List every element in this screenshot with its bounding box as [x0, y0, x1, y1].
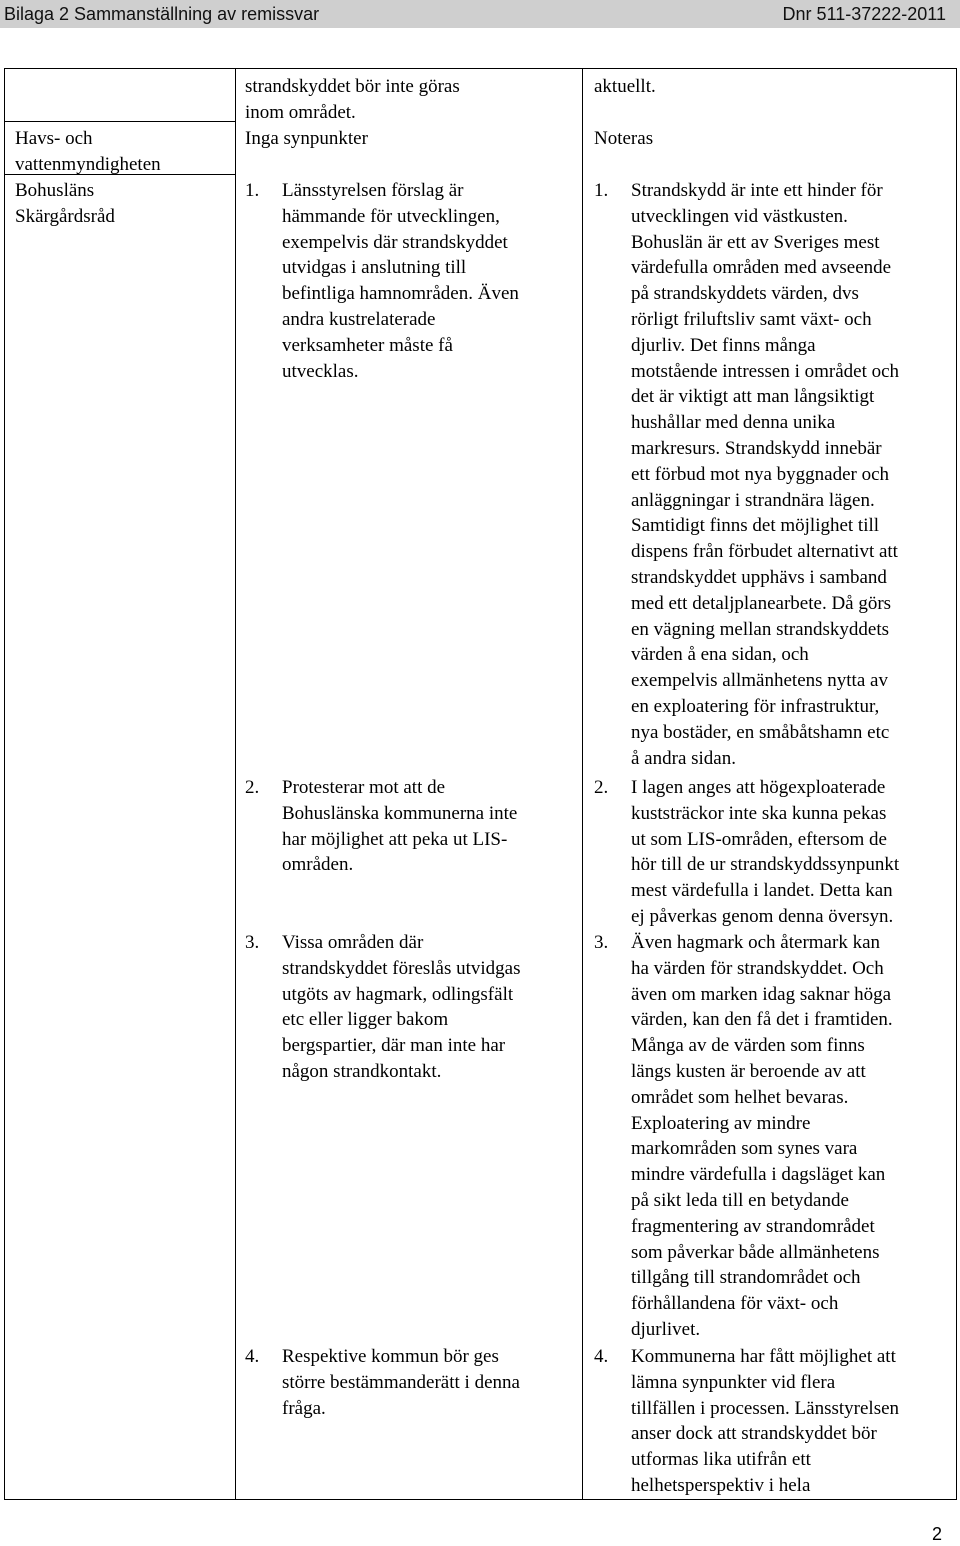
header-document-number: Dnr 511-37222-2011 [782, 4, 946, 24]
response-text: markområden som synes vara [631, 1138, 858, 1160]
comment-text: Bohuslänska kommunerna inte [282, 802, 518, 824]
comment-text: någon strandkontakt. [282, 1061, 442, 1082]
response-text: motstående intressen i området och [631, 360, 900, 382]
page-number: 2 [931, 1524, 942, 1544]
response-text: Exploatering av mindre [631, 1112, 811, 1134]
response-text: mindre värdefulla i dagsläget kan [631, 1164, 886, 1186]
response-text: förhållandena för växt- och [631, 1293, 839, 1315]
response-text: området som helhet bevaras. [631, 1086, 849, 1108]
response-text: utformas lika utifrån ett [631, 1449, 811, 1471]
item-number: 4. [245, 1346, 260, 1367]
response-text: tillgång till strandområdet och [631, 1267, 861, 1289]
response-text: även om marken idag saknar höga [631, 983, 892, 1005]
response-text: kuststräckor inte ska kunna pekas [631, 802, 887, 824]
comment-text: hämmande för utvecklingen, [282, 205, 500, 227]
comment-text: områden. [282, 854, 354, 876]
response-text: anläggningar i strandnära lägen. [631, 489, 875, 511]
comment-text: utgöts av hagmark, odlingsfält [282, 983, 514, 1005]
response-text: exempelvis allmänhetens nytta av [631, 670, 888, 692]
comment-text: etc eller ligger bakom [282, 1009, 449, 1031]
response-text: Bohuslän är ett av Sveriges mest [631, 231, 880, 253]
response-text: värden å ena sidan, och [631, 644, 809, 666]
item-number: 1. [245, 180, 260, 201]
response-text: dispens från förbudet alternativt att [631, 541, 898, 563]
comment-text: bergspartier, där man inte har [282, 1035, 506, 1057]
comment-text: strandskyddet föreslås utvidgas [282, 957, 521, 979]
item-number: 1. [594, 180, 609, 201]
response-text: Strandskydd är inte ett hinder för [631, 180, 883, 201]
comment-text: Länsstyrelsen förslag är [282, 180, 464, 201]
response-text: ha värden för strandskyddet. Och [631, 957, 884, 979]
response-text: på strandskyddets värden, dvs [631, 283, 859, 305]
comment-text: utvidgas i anslutning till [282, 257, 467, 279]
response-text: ut som LIS-områden, eftersom de [631, 828, 887, 850]
response-text: hör till de ur strandskyddssynpunkt [631, 854, 900, 876]
response-text: helhetsperspektiv i hela [631, 1475, 811, 1496]
comment-text: fråga. [282, 1397, 326, 1419]
response-text: nya bostäder, en småbåtshamn etc [631, 721, 890, 743]
response-text: ett förbud mot nya byggnader och [631, 463, 890, 485]
response-text: utvecklingen vid västkusten. [631, 205, 848, 227]
organization-name: vattenmyndigheten [15, 153, 161, 175]
response-text: värdefulla områden med avseende [631, 257, 892, 279]
response-text: längs kusten är beroende av att [631, 1061, 866, 1082]
response-text: mest värdefulla i landet. Detta kan [631, 880, 893, 902]
column-divider [582, 69, 583, 1499]
column-divider [235, 69, 236, 1499]
response-text: djurlivet. [631, 1319, 701, 1340]
comment-text: utvecklas. [282, 360, 359, 382]
comment-text: strandskyddet bör inte göras [245, 76, 460, 97]
response-text: en exploatering för infrastruktur, [631, 696, 880, 717]
item-number: 2. [245, 777, 260, 798]
response-text: markresurs. Strandskydd innebär [631, 438, 882, 459]
response-text: värden, kan den få det i framtiden. [631, 1009, 893, 1031]
response-text: ej påverkas genom denna översyn. [631, 906, 894, 927]
response-text: som påverkar både allmänhetens [631, 1241, 880, 1263]
response-text: I lagen anges att högexploaterade [631, 777, 886, 798]
response-text: med ett detaljplanearbete. Då görs [631, 592, 892, 614]
response-text: Samtidigt finns det möjlighet till [631, 515, 880, 537]
response-text: en vägning mellan strandskyddets [631, 618, 890, 640]
response-text: aktuellt. [594, 76, 656, 97]
response-text: hushållar med denna unika [631, 412, 836, 434]
response-text: Noteras [594, 128, 654, 149]
organization-name: Havs- och [15, 128, 93, 149]
comment-text: större bestämmanderätt i denna [282, 1371, 520, 1393]
item-number: 4. [594, 1346, 609, 1367]
comment-text: andra kustrelaterade [282, 309, 436, 330]
response-text: strandskyddet upphävs i samband [631, 567, 887, 588]
response-text: anser dock att strandskyddet bör [631, 1423, 877, 1445]
comment-text: har möjlighet att peka ut LIS- [282, 828, 508, 850]
comment-text: Inga synpunkter [245, 128, 368, 149]
response-text: lämna synpunkter vid flera [631, 1371, 836, 1393]
response-text: Kommunerna har fått möjlighet att [631, 1346, 896, 1367]
organization-name: Skärgårdsråd [15, 205, 115, 227]
response-text: Även hagmark och återmark kan [631, 932, 881, 953]
item-number: 3. [594, 932, 609, 953]
response-text: djurliv. Det finns många [631, 334, 816, 356]
comment-text: Respektive kommun bör ges [282, 1346, 499, 1367]
comment-text: verksamheter måste få [282, 334, 453, 356]
response-text: Många av de värden som finns [631, 1035, 865, 1057]
response-text: fragmentering av strandområdet [631, 1215, 875, 1237]
item-number: 2. [594, 777, 609, 798]
comment-text: exempelvis där strandskyddet [282, 231, 508, 253]
organization-name: Bohusläns [15, 180, 95, 201]
header-title: Bilaga 2 Sammanställning av remissvar [4, 4, 320, 24]
item-number: 3. [245, 932, 260, 953]
remissvar-table [4, 68, 957, 1500]
comment-text: inom området. [245, 101, 356, 123]
response-text: å andra sidan. [631, 747, 736, 769]
comment-text: befintliga hamnområden. Även [282, 283, 519, 305]
response-text: på sikt leda till en betydande [631, 1190, 849, 1211]
page-header [0, 0, 960, 28]
response-text: rörligt friluftsliv samt växt- och [631, 309, 872, 330]
response-text: tillfällen i processen. Länsstyrelsen [631, 1397, 900, 1419]
response-text: det är viktigt att man långsiktigt [631, 386, 875, 408]
comment-text: Vissa områden där [282, 932, 424, 953]
comment-text: Protesterar mot att de [282, 777, 446, 798]
row-divider [5, 121, 235, 122]
